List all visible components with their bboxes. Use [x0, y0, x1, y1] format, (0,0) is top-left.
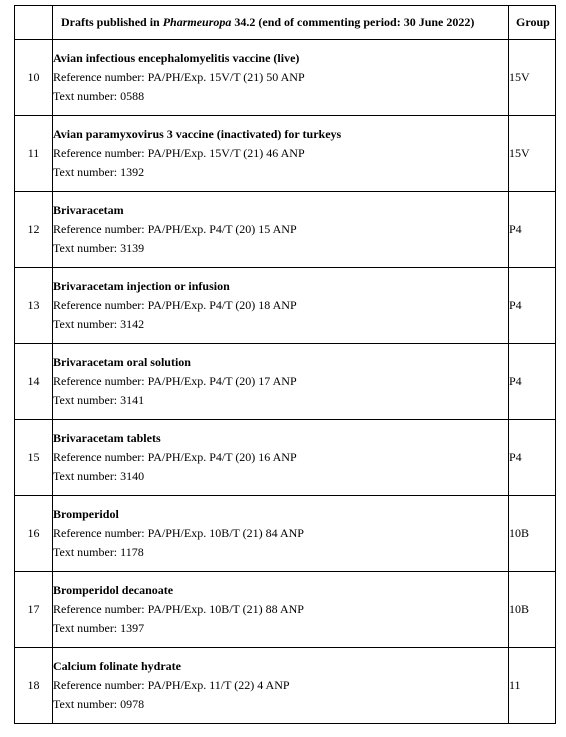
draft-details [53, 572, 509, 648]
draft-details [53, 420, 509, 496]
table-row [15, 116, 556, 192]
row-number: 13 [15, 268, 53, 344]
row-number: 17 [15, 572, 53, 648]
draft-name: Calcium folinate hydrate [53, 659, 181, 673]
table-row [15, 496, 556, 572]
reference-number: Reference number: PA/PH/Exp. P4/T (20) 18 ANP [53, 298, 297, 312]
text-number: Text number: 1397 [53, 621, 145, 635]
draft-name: Bromperidol [53, 507, 119, 521]
group-code: 10B [509, 496, 556, 572]
group-code: P4 [509, 268, 556, 344]
group-code: P4 [509, 420, 556, 496]
text-number: Text number: 3141 [53, 393, 145, 407]
text-number: Text number: 0978 [53, 697, 145, 711]
table-row [15, 420, 556, 496]
group-code: 15V [509, 40, 556, 116]
reference-number: Reference number: PA/PH/Exp. 10B/T (21) 84 ANP [53, 526, 304, 540]
draft-details [53, 116, 509, 192]
draft-name: Brivaracetam tablets [53, 431, 161, 445]
group-code: P4 [509, 192, 556, 268]
text-number: Text number: 1392 [53, 165, 145, 179]
draft-name: Brivaracetam oral solution [53, 355, 191, 369]
table-row [15, 192, 556, 268]
row-number: 11 [15, 116, 53, 192]
table-row [15, 40, 556, 116]
row-number: 14 [15, 344, 53, 420]
draft-name: Brivaracetam injection or infusion [53, 279, 230, 293]
reference-number: Reference number: PA/PH/Exp. P4/T (20) 16 ANP [53, 450, 297, 464]
number-column-header [15, 6, 53, 40]
drafts-column-header [53, 6, 509, 40]
reference-number: Reference number: PA/PH/Exp. 11/T (22) 4 ANP [53, 678, 290, 692]
group-code: 11 [509, 648, 556, 724]
draft-details [53, 344, 509, 420]
draft-name: Bromperidol decanoate [53, 583, 174, 597]
row-number: 16 [15, 496, 53, 572]
header-title-prefix: Drafts published in [61, 15, 163, 29]
drafts-table [14, 5, 556, 724]
row-number: 10 [15, 40, 53, 116]
text-number: Text number: 3140 [53, 469, 145, 483]
row-number: 18 [15, 648, 53, 724]
reference-number: Reference number: PA/PH/Exp. 15V/T (21) 46 ANP [53, 146, 305, 160]
group-code: 15V [509, 116, 556, 192]
publication-name: Pharmeuropa [162, 15, 232, 29]
reference-number: Reference number: PA/PH/Exp. P4/T (20) 17 ANP [53, 374, 297, 388]
draft-details [53, 648, 509, 724]
table-header-row [15, 6, 556, 40]
text-number: Text number: 1178 [53, 545, 144, 559]
reference-number: Reference number: PA/PH/Exp. 10B/T (21) 88 ANP [53, 602, 304, 616]
draft-details [53, 268, 509, 344]
draft-name: Brivaracetam [53, 203, 124, 217]
group-column-header: Group [509, 6, 556, 40]
group-code: P4 [509, 344, 556, 420]
table-row [15, 648, 556, 724]
draft-name: Avian paramyxovirus 3 vaccine (inactivated) for turkeys [53, 127, 342, 141]
text-number: Text number: 0588 [53, 89, 145, 103]
reference-number: Reference number: PA/PH/Exp. 15V/T (21) 50 ANP [53, 70, 305, 84]
draft-details [53, 192, 509, 268]
group-code: 10B [509, 572, 556, 648]
header-title-suffix: 34.2 (end of commenting period: 30 June 2022) [231, 15, 475, 29]
draft-name: Avian infectious encephalomyelitis vaccine (live) [53, 51, 300, 65]
text-number: Text number: 3139 [53, 241, 145, 255]
table-row [15, 572, 556, 648]
draft-details [53, 496, 509, 572]
draft-details [53, 40, 509, 116]
row-number: 15 [15, 420, 53, 496]
text-number: Text number: 3142 [53, 317, 145, 331]
reference-number: Reference number: PA/PH/Exp. P4/T (20) 15 ANP [53, 222, 297, 236]
table-row [15, 268, 556, 344]
table-row [15, 344, 556, 420]
row-number: 12 [15, 192, 53, 268]
